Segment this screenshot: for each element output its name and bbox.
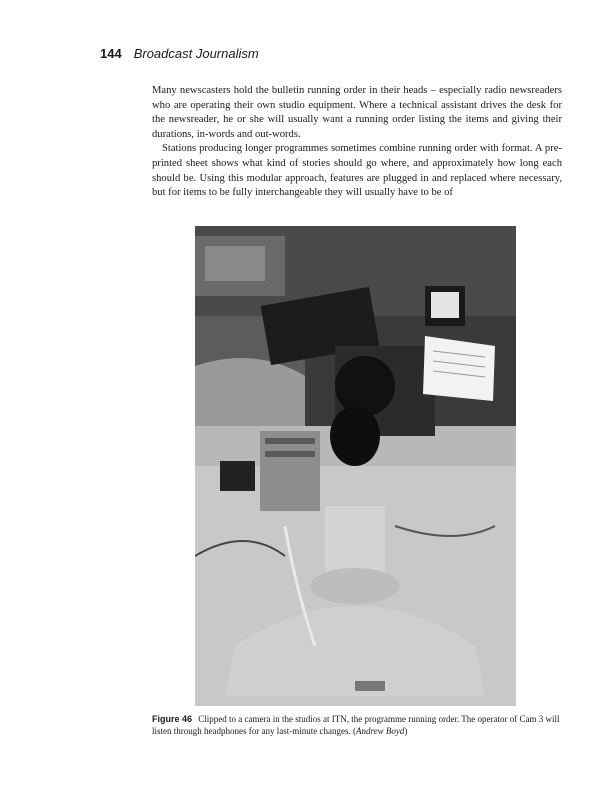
page-number: 144 bbox=[100, 46, 122, 61]
figure-caption bbox=[152, 713, 572, 737]
caption-text: Clipped to a camera in the studios at ITN, the programme running order. The operator of Cam 3 will listen through headphones for any last-minute changes. bbox=[152, 714, 560, 736]
figure-label: Figure 46 bbox=[152, 714, 193, 724]
studio-camera-photo bbox=[195, 226, 516, 706]
running-title: Broadcast Journalism bbox=[133, 46, 259, 61]
credit-close: ) bbox=[404, 726, 408, 736]
figure-photo bbox=[195, 226, 516, 706]
page-header bbox=[100, 46, 259, 62]
body-text bbox=[152, 84, 562, 201]
paragraph: Many newscasters hold the bulletin running order in their heads – especially radio newsreaders who are operating their own studio equipment. Where a technical assistant drives the desk for the newsreader, he or she will usually want a running order listing the items and giving their durations, in-words and out-words. bbox=[152, 85, 562, 140]
credit-open: ( bbox=[352, 726, 356, 736]
photo-credit: Andrew Boyd bbox=[355, 726, 405, 736]
paragraph: Stations producing longer programmes sometimes combine running order with format. A pre-printed sheet shows what kind of stories should go where, and approximately how long each should be. Using this modular approach, features are plugged in and replaced where necessary, but for items to be fully interchangeable they will usually have to be of bbox=[152, 143, 562, 199]
